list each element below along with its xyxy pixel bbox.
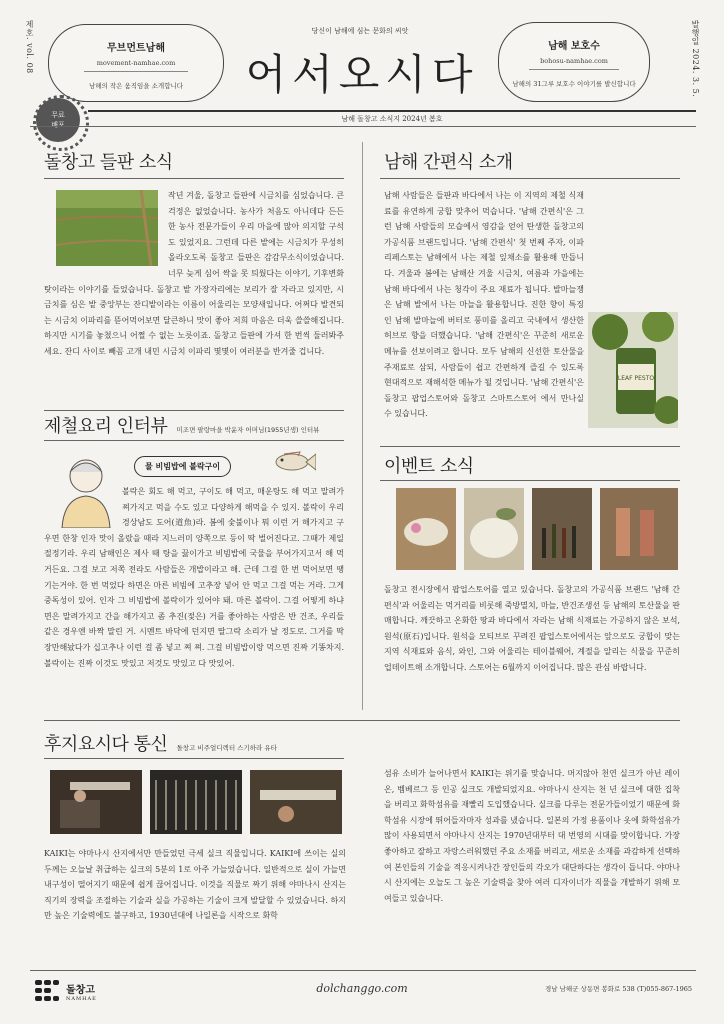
- issue-date: 발행일 2024. 3. 5.: [691, 20, 700, 98]
- subtitle-bar: 남해 돌창고 소식지 2024년 봄호: [341, 115, 443, 123]
- popup-store-photos: [396, 488, 678, 570]
- ganpyeon-text: 남해 사람들은 들판과 바다에서 나는 이 지역의 제철 식재료를 유연하게 궁합 맞추어 먹습니다. '남해 간편식'은 그런 남해 사람들의 모습에서 영감을 얻어 탄생한 돌창고의 가공식품 브랜드입니다. '남해 간편식' 첫 번째 주자, 이파리페스토는 남해에서 나는 제철 잎채소를 활용해 만듭니다. 겨울과 봄에는 남해산 겨울 시금치, 여름과 가을에는 남해 바다에서 나는 청각이 주요 재료가 됩니다. 발마늘쟁은 남해 발에서 나는 마늘을 활용합니다. 진한 향이 특징인 남해 발마늘에 버터로 풍미를 올리고 국내에서 생산한 허브로 향을 더했습니다. '남해 간편식'은 꾸준히 새로운 메뉴를 선보이려고 합니다. 모두 남해의 신선한 토산물을 주재료로 삼되, 사람들이 쉽고 간편하게 즐길 수 있도록 현대적으로 재해석한 메뉴가 될 것입니다. '남해 간편식'은 돌창고 팝업스토어와 돌창고 스마트스토어 에서 만나실 수 있습니다.: [384, 191, 584, 419]
- bohosu-title: 남해 보호수: [548, 41, 600, 52]
- huji-header: [44, 730, 277, 756]
- footer-url[interactable]: dolchanggo.com: [316, 982, 408, 995]
- interview-text: 볼락은 회도 해 먹고, 구이도 해 먹고, 매운탕도 해 먹고 말려가 쪄가지고 먹을 수도 있고 다양하게 해먹을 수 있지. 볼락이 우리 경상남도 도어(道魚)라. 봄에 숯불이나 뭐 이런 거 해가지고 구우면 한창 인자 맛이 올랐을 때라 지느러미 양쪽으로 등이 딱 벌어진다고. 그때가 제일 절정기라. 우리 남해인은 제사 때 탕을 끓이가고 비빔밥에 국물을 부어가지고서 해 먹거든요. 그걸 보고 저쪽 전라도 사람들은 개밥이라고 해. 근데 그걸 한 번 먹어보면 땡기는거야. 한 번 먹었다 하면은 마른 비빔에 고추장 넣어 안 먹고 그걸 먹는 거라. 그게 중독성이 있어. 인자 그 비빔밥에 볼락이가 있어야 돼. 마른 볼락이. 그걸 어떻게 하냐면은 말려가지고 간을 해가지고 좀 추진(젖은) 거를 좋아하는 사람은 반 건조, 우리들 같은 경우엔 바짝 말린 거. 시멘트 바닥에 던지면 딸그락 소리가 날 정도로. 그거를 딱 장만해놨다가 십고추나 이런 걸 좀 넣고 쪄 쪄. 그걸 비빔밥이랑 먹으면 진짜 기똥차지. 볼락이는 진짜 이것도 맛있고 저것도 맛있고 다 맛있어.: [44, 487, 344, 668]
- event-heading: 이벤트 소식: [384, 456, 474, 477]
- movement-title: 무브먼트남해: [107, 43, 165, 54]
- interview-header: [44, 412, 319, 438]
- huji-heading: 후지요시다 통신: [44, 734, 168, 755]
- huji-text-right: 섬유 소비가 늘어나면서 KAIKI는 위기를 맞습니다. 머지않아 천연 실크가 아닌 레이온, 벰베르그 등 인공 실크도 개발되었지요. 야마나시 산지는 천 년 실크에 대한 집착을 버리고 화학섬유를 재빨리 도입했습니다. 실크를 다루는 전문가들이었기 때문에 화학섬유 시장에 뛰어들자마자 성과를 냈습니다. 일본의 가정 용품이나 옷에 화학섬유가 많이 사용되면서 야마나시 산지는 1970년대부터 대 번영의 시대를 맞이합니다. 가장 좋아하고 잘하고 자랑스러워했던 주요 소재를 버리고, 새로운 소재를 과감하게 선택하여 본인들의 기술을 적응시켜나간 장인들의 각오가 대단하다는 생각이 듭니다. 야마나시 산지에는 오늘도 그 높은 기술력을 찾아 여러 디자이너가 직물을 개발하기 위해 모여들고 있습니다.: [384, 769, 680, 903]
- interview-sub: 미조면 팔랑마을 박윤자 어머님(1955년생) 인터뷰: [176, 426, 320, 434]
- badge-line-2: 배포: [51, 121, 65, 129]
- movement-desc: 남해의 작은 움직임을 소개합니다: [88, 82, 184, 90]
- ganpyeon-heading: 남해 간편식 소개: [384, 152, 513, 173]
- jar-label: LEAF PESTO: [617, 375, 655, 382]
- movement-namhae-box[interactable]: [48, 24, 224, 102]
- interview-heading: 제철요리 인터뷰: [44, 416, 168, 437]
- huji-sub: 돌창고 비주얼디렉터 스기하라 유타: [176, 744, 277, 752]
- huji-text-left: KAIKI는 야마나시 산지에서만 만들었던 극세 실크 직물입니다. KAIKI에 쓰이는 실의 두께는 오늘날 취급하는 실크의 5분의 1로 아주 가늘었습니다. 일반적으로 실이 가늘면 내구성이 떨어지기 때문에 쉽게 끊어집니다. 이것을 직물로 짜기 위해 야마나시 산지는 직기의 장력을 조절하는 기술과 실을 가공하는 기술이 크게 발달할 수 있었습니다. 하지만 높은 기술력에도 불구하고, 1930년대에 나일론을 시작으로 화학: [44, 849, 346, 921]
- free-badge: [36, 98, 80, 142]
- dolchang-heading: 돌창고 들판 소식: [44, 152, 173, 173]
- weaving-photos: [50, 770, 342, 834]
- bohosu-box[interactable]: [498, 22, 650, 102]
- fish-illustration: [270, 448, 316, 476]
- event-text: 돌창고 전시장에서 팝업스토어를 열고 있습니다. 돌창고의 가공식품 브랜드 '남해 간편식'과 어울리는 먹거리를 비롯해 죽방멸치, 마늘, 반건조생선 등 남해의 토산물을 판매합니다. 깨끗하고 온화한 땅과 바다에서 자라는 남해 식재료는 가공하지 않은 보석, 원석(原石)입니다. 원석을 모티브로 꾸려진 팝업스토어에서는 앞으로도 궁합이 맞는 지역 식재료와 음식, 와인, 그와 어울리는 테이블웨어, 계절을 알리는 식물을 꾸준히 업데이트해 소개합니다. 스토어는 6월까지 이어집니다. 많은 관심 바랍니다.: [384, 585, 680, 672]
- bohosu-desc: 남해의 31그루 보호수 이야기를 발신합니다: [512, 80, 636, 88]
- footer-logo[interactable]: [34, 978, 97, 1004]
- movement-url[interactable]: movement-namhae.com: [96, 59, 176, 67]
- dolchang-text: 작년 겨울, 돌창고 들판에 시금치를 심었습니다. 큰 걱정은 없었습니다. 농사가 처음도 아니데다 든든한 농사 전문가들이 우리 마을에 많아 의지할 구석도 있었지요. 그런데 다른 밭에는 시금치가 무성히 올라오도록 돌창고 들판은 감감무소식이었습니다. 너무 늦게 심어 싹을 못 틔웠다는 이야기, 기후변화 탓이라는 이야기를 들었습니다. 돌창고 밭 가장자리에는 보리가 잘 자라고 있지만, 시금치를 심은 밭 중앙부는 잔디밭이라는 이름이 어울리는 모양새입니다. 어쩌다 발견되는 시금치 이파리를 뜯어먹어보면 달큰하니 맛이 좋아 저희 마음은 더욱 쓸쓸해집니다. 하지만 시기를 놓쳤으니 어쩔 수 없는 노릇이죠. 돌창고 들판에 가셔 한 번씩 둘러봐주세요. 잔디 사이로 빼꼼 고개 내민 시금치 이파리 몇몇이 여러분을 반겨줄 겁니다.: [44, 191, 344, 356]
- footer-logo-en: NAMHAE: [66, 995, 97, 1002]
- bohosu-url[interactable]: bohosu-namhae.com: [540, 57, 608, 65]
- dolchanggo-logo-icon: [34, 978, 60, 1004]
- footer-address: 경남 남해군 상동면 봉화로 538 (T)055-867-1965: [545, 985, 692, 993]
- footer-logo-kr: 돌창고: [66, 984, 95, 996]
- dish-pill: 물 비빔밥에 볼락구이: [134, 456, 231, 477]
- issue-number: 제호. vol. 08: [25, 20, 34, 74]
- badge-line-1: 무료: [51, 111, 65, 119]
- tagline: 당신이 남해에 심는 문화의 씨앗: [311, 27, 409, 35]
- page-title: 어서오시다: [245, 50, 479, 99]
